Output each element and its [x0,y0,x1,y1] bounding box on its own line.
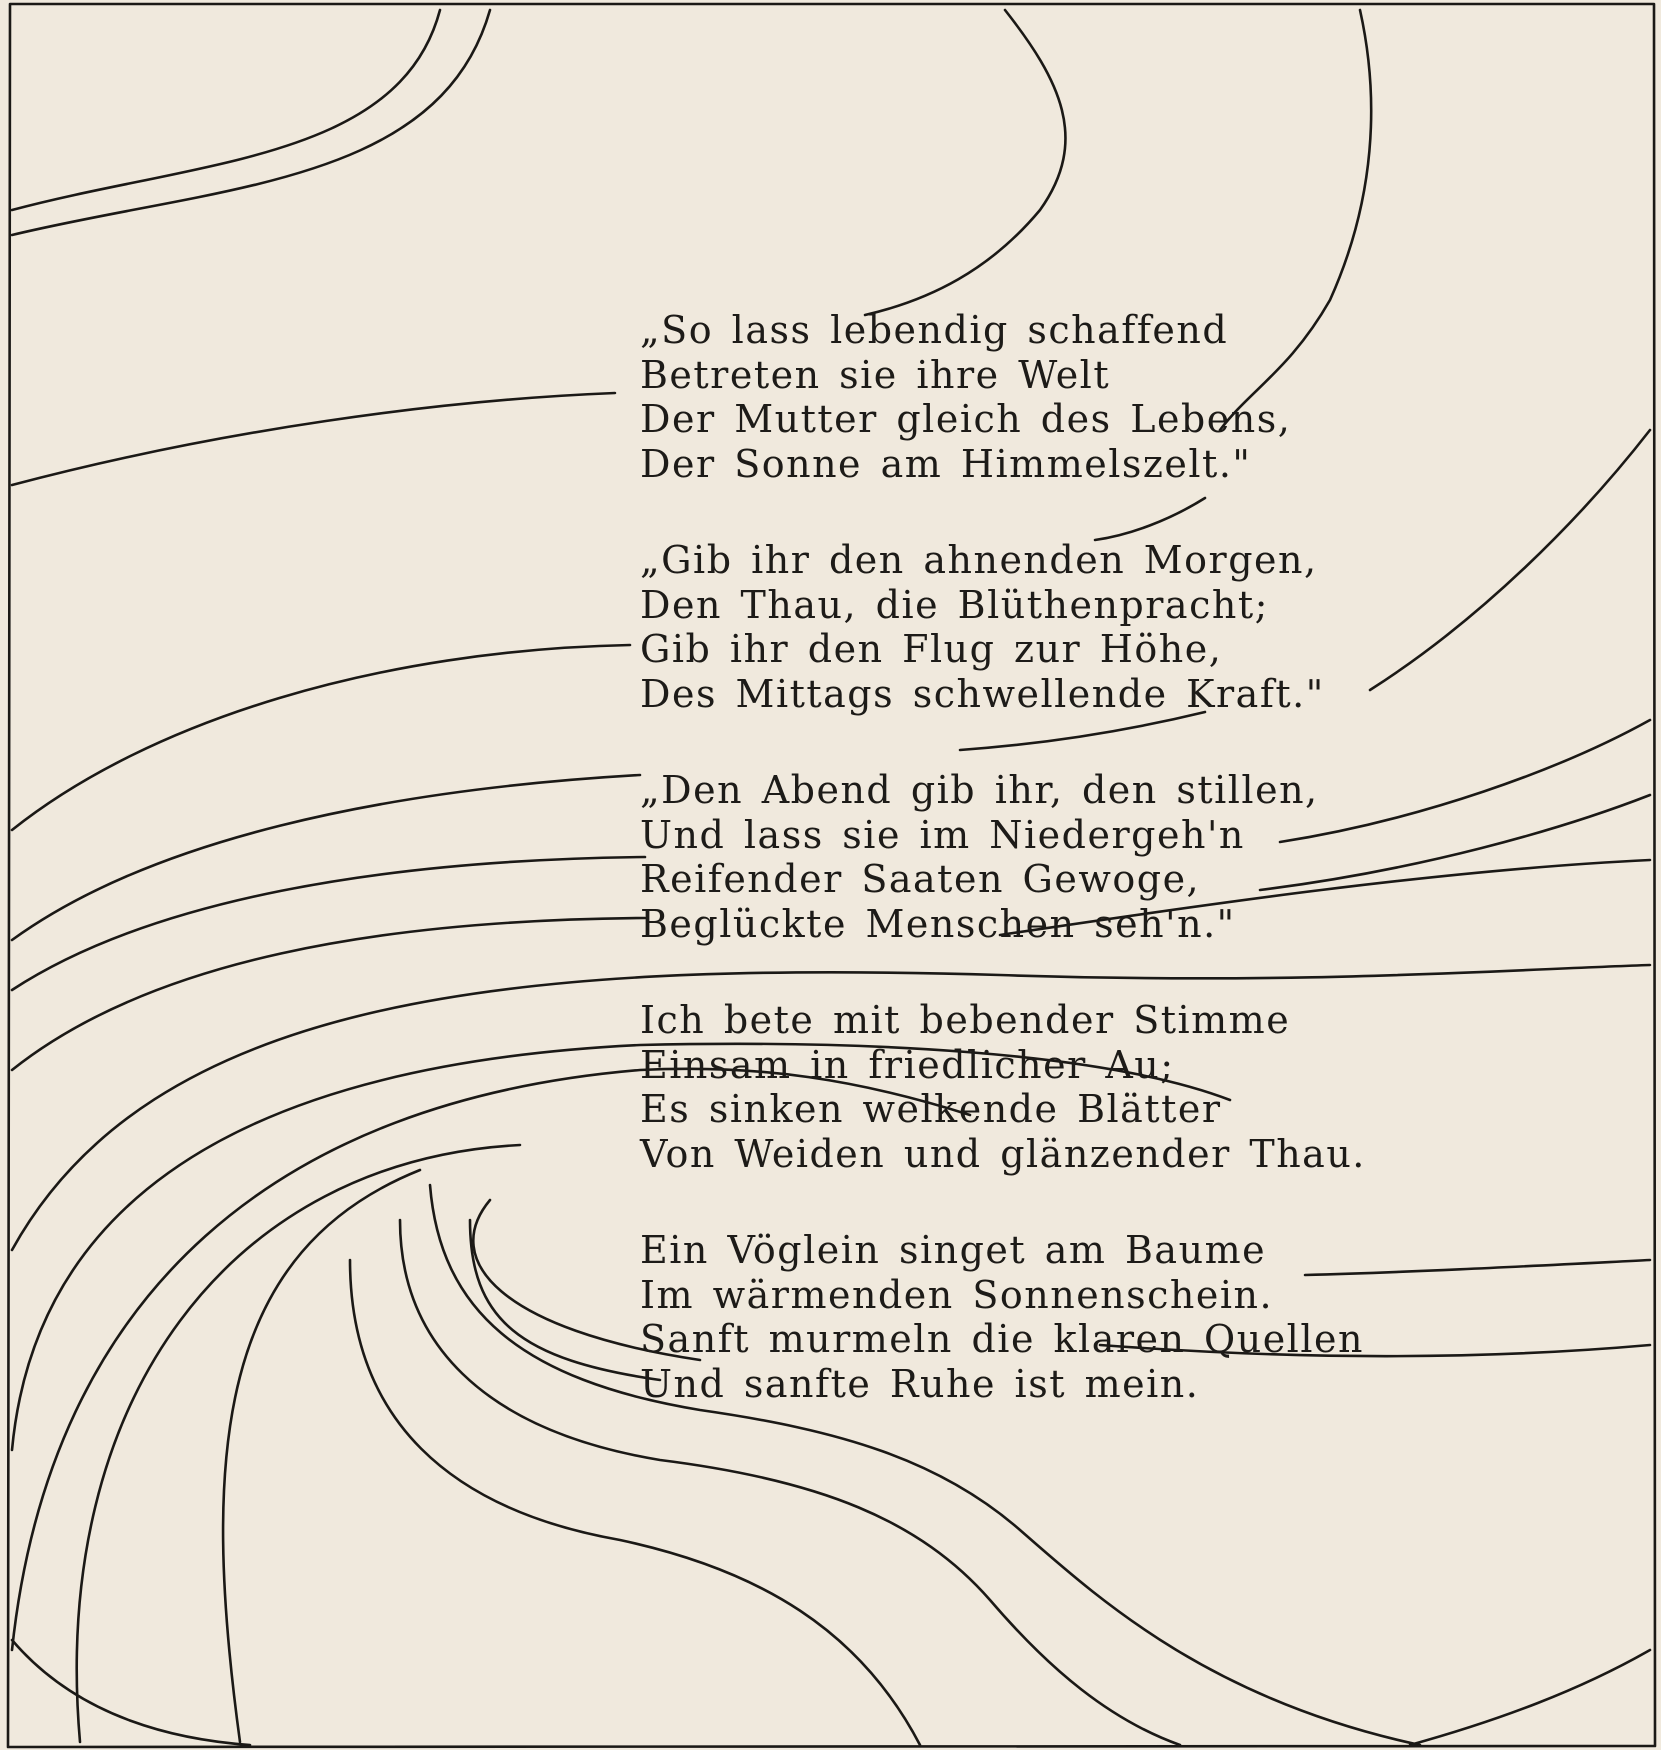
wave-line [12,10,440,210]
wave-line [12,1640,250,1745]
poem-line: Und sanfte Ruhe ist mein. [640,1361,1200,1406]
poem-line: Reifender Saaten Gewoge, [640,857,1201,901]
poem-line: Einsam in friedlicher Au; [640,1042,1175,1087]
wave-line [470,1220,660,1380]
stanza [640,998,1440,1176]
wave-line [12,857,645,990]
poem [640,308,1440,1458]
poem-line: Im wärmenden Sonnenschein. [640,1272,1274,1317]
poem-line: Beglückte Menschen seh'n." [640,901,1236,946]
wave-line [77,1145,520,1742]
wave-line [12,393,615,485]
stanza [640,1228,1440,1406]
poem-line: Den Thau, die Blüthenpracht; [640,582,1269,627]
poem-line: Der Sonne am Himmelszelt." [640,441,1252,486]
poem-line: Des Mittags schwellende Kraft." [640,671,1325,716]
poem-line: Von Weiden und glänzender Thau. [640,1131,1366,1176]
poem-line: „Den Abend gib ihr, den stillen, [640,768,1319,812]
poem-line: „Gib ihr den ahnenden Morgen, [640,538,1318,582]
stanza [640,768,1440,946]
poem-line: Der Mutter gleich des Lebens, [640,397,1292,441]
wave-line [12,645,630,830]
poem-line: Betreten sie ihre Welt [640,352,1111,397]
stanza [640,538,1440,716]
poem-line: „So lass lebendig schaffend [640,308,1229,352]
poem-line: Es sinken welkende Blätter [640,1087,1222,1131]
wave-line [1410,1650,1650,1745]
poem-line: Ich bete mit bebender Stimme [640,998,1291,1042]
poem-line: Gib ihr den Flug zur Höhe, [640,627,1223,671]
poem-line: Sanft murmeln die klaren Quellen [640,1317,1364,1361]
stanza [640,308,1440,486]
poem-line: Ein Vöglein singet am Baume [640,1228,1267,1272]
wave-line [12,775,640,940]
wave-line [223,1170,420,1742]
wave-line [865,10,1065,315]
wave-line [12,10,490,235]
poem-line: Und lass sie im Niedergeh'n [640,812,1245,857]
